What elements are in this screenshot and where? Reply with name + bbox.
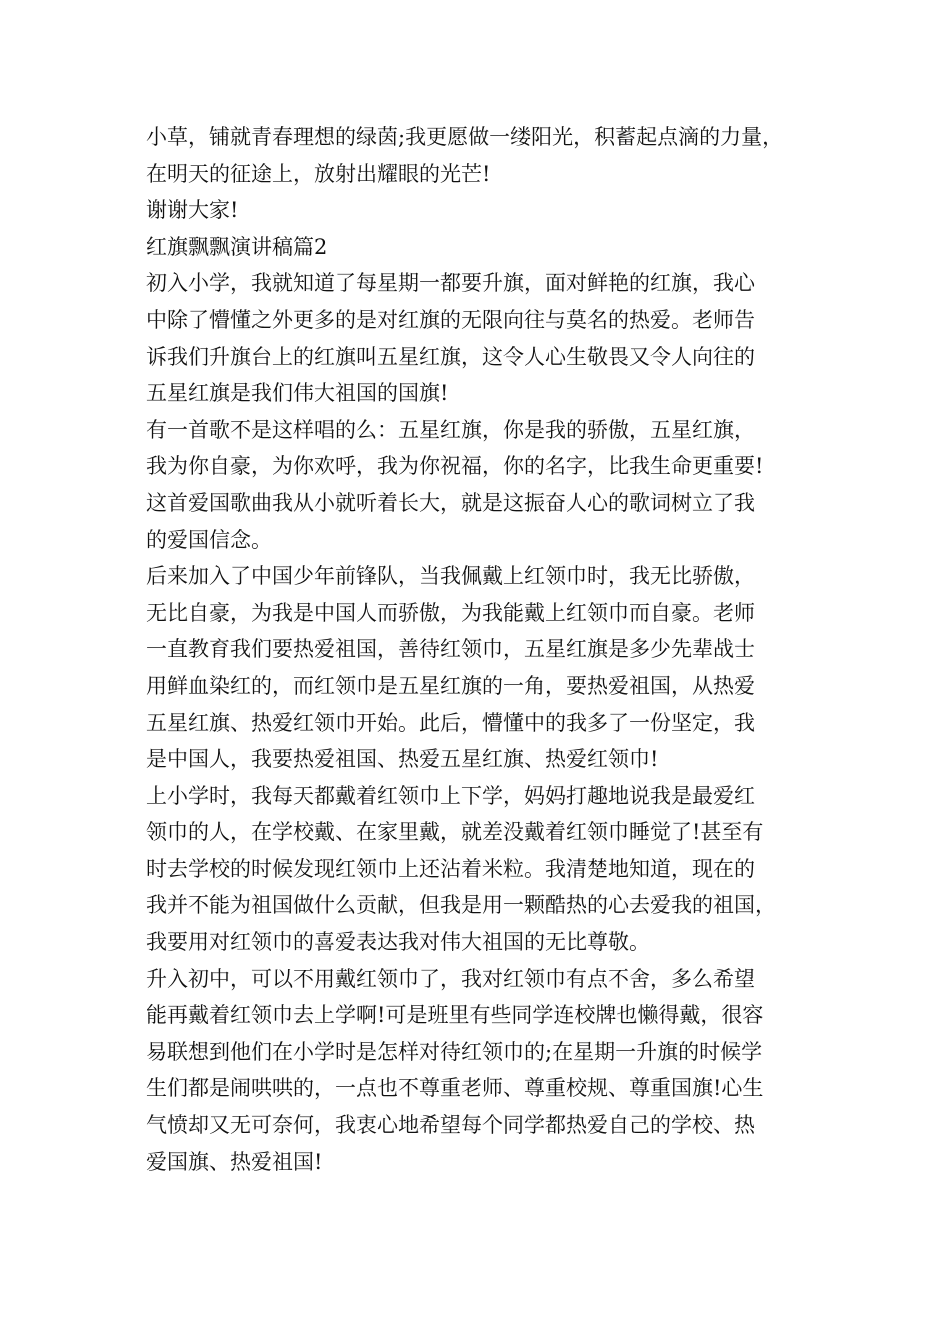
text-line: 能再戴着红领巾去上学啊!可是班里有些同学连校牌也懒得戴，很容 (146, 1003, 764, 1028)
text-line: 在明天的征途上，放射出耀眼的光芒! (146, 161, 491, 186)
text-line: 五星红旗、热爱红领巾开始。此后，懵懂中的我多了一份坚定，我 (146, 710, 755, 735)
text-line: 我为你自豪，为你欢呼，我为你祝福，你的名字，比我生命更重要! (146, 454, 764, 479)
text-line: 升入初中，可以不用戴红领巾了，我对红领巾有点不舍，多么希望 (146, 966, 755, 991)
text-line: 诉我们升旗台上的红旗叫五星红旗，这令人心生敬畏又令人向往的 (146, 344, 755, 369)
text-line: 领巾的人，在学校戴、在家里戴，就差没戴着红领巾睡觉了!甚至有 (146, 820, 764, 845)
text-line: 我要用对红领巾的喜爱表达我对伟大祖国的无比尊敬。 (146, 930, 650, 955)
text-line: 爱国旗、热爱祖国! (146, 1149, 323, 1174)
text-line: 谢谢大家! (146, 198, 239, 223)
section-heading: 红旗飘飘演讲稿篇2 (146, 234, 328, 259)
text-line: 后来加入了中国少年前锋队，当我佩戴上红领巾时，我无比骄傲， (146, 564, 755, 589)
text-line: 这首爱国歌曲我从小就听着长大，就是这振奋人心的歌词树立了我 (146, 490, 755, 515)
text-line: 生们都是闹哄哄的，一点也不尊重老师、尊重校规、尊重国旗!心生 (146, 1076, 764, 1101)
text-line: 用鲜血染红的，而红领巾是五星红旗的一角，要热爱祖国，从热爱 (146, 673, 755, 698)
text-line: 的爱国信念。 (146, 527, 272, 552)
text-line: 上小学时，我每天都戴着红领巾上下学，妈妈打趣地说我是最爱红 (146, 783, 755, 808)
text-line: 五星红旗是我们伟大祖国的国旗! (146, 381, 449, 406)
text-line: 中除了懵懂之外更多的是对红旗的无限向往与莫名的热爱。老师告 (146, 307, 755, 332)
text-line: 我并不能为祖国做什么贡献，但我是用一颗酷热的心去爱我的祖国， (146, 893, 776, 918)
text-line: 易联想到他们在小学时是怎样对待红领巾的;在星期一升旗的时候学 (146, 1039, 763, 1064)
document-body (146, 119, 836, 1180)
text-line: 小草，铺就青春理想的绿茵;我更愿做一缕阳光，积蓄起点滴的力量， (146, 125, 784, 149)
text-line: 无比自豪，为我是中国人而骄傲，为我能戴上红领巾而自豪。老师 (146, 600, 755, 625)
text-line: 有一首歌不是这样唱的么：五星红旗，你是我的骄傲，五星红旗， (146, 417, 755, 442)
text-line: 是中国人，我要热爱祖国、热爱五星红旗、热爱红领巾! (146, 747, 659, 772)
text-line: 一直教育我们要热爱祖国，善待红领巾，五星红旗是多少先辈战士 (146, 637, 755, 662)
text-line: 时去学校的时候发现红领巾上还沾着米粒。我清楚地知道，现在的 (146, 856, 755, 881)
text-line: 气愤却又无可奈何，我衷心地希望每个同学都热爱自己的学校、热 (146, 1113, 755, 1138)
text-line: 初入小学，我就知道了每星期一都要升旗，面对鲜艳的红旗，我心 (146, 271, 755, 296)
